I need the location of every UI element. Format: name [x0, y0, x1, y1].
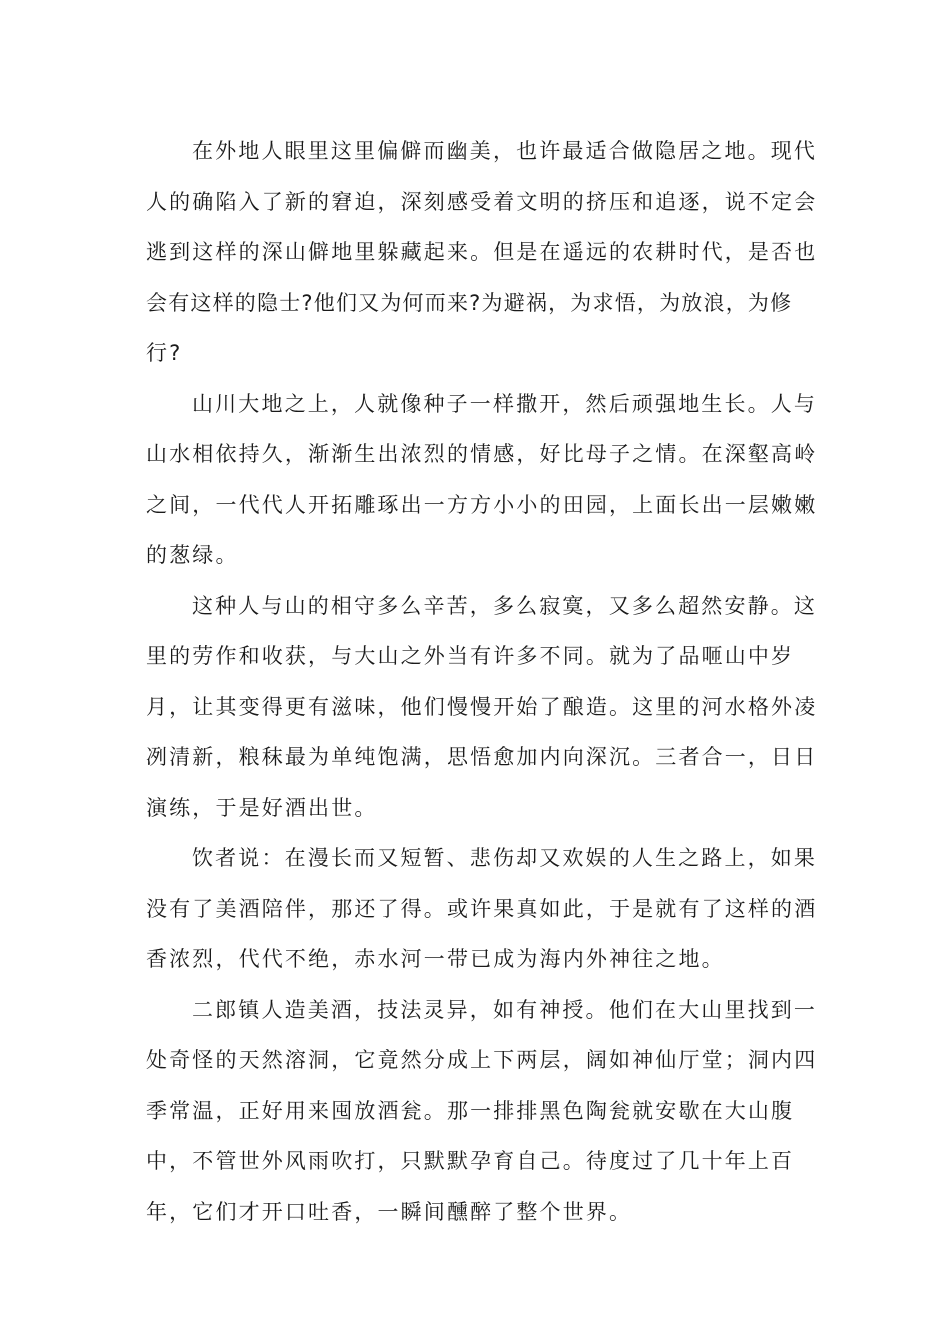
text-line: 山水相依持久，渐渐生出浓烈的情感，好比母子之情。在深壑高岭 — [146, 442, 818, 466]
text-line: 饮者说：在漫长而又短暂、悲伤却又欢娱的人生之路上，如果 — [192, 846, 818, 870]
paragraph — [146, 379, 818, 581]
text-line: 里的劳作和收获，与大山之外当有许多不同。就为了品咂山中岁 — [146, 644, 795, 668]
text-line: 年，它们才开口吐香，一瞬间醺醉了整个世界。 — [146, 1199, 633, 1224]
text-line: 没有了美酒陪伴，那还了得。或许果真如此，于是就有了这样的酒 — [146, 896, 818, 921]
text-line: 二郎镇人造美酒，技法灵异，如有神授。他们在大山里找到一 — [192, 997, 818, 1022]
text-line: 之间，一代代人开拓雕琢出一方方小小的田园，上面长出一层嫩嫩 — [146, 492, 818, 517]
paragraph — [146, 985, 818, 1238]
text-line: 月，让其变得更有滋味，他们慢慢开始了酿造。这里的河水格外凌 — [146, 694, 818, 719]
text-line: 行? — [146, 341, 183, 365]
text-line: 中，不管世外风雨吹打，只默默孕育自己。待度过了几十年上百 — [146, 1149, 795, 1173]
text-line: 在外地人眼里这里偏僻而幽美，也许最适合做隐居之地。现代 — [192, 139, 818, 163]
text-line: 人的确陷入了新的窘迫，深刻感受着文明的挤压和追逐，说不定会 — [146, 189, 818, 214]
text-line: 处奇怪的天然溶洞，它竟然分成上下两层，阔如神仙厅堂；洞内四 — [146, 1048, 818, 1072]
text-line: 香浓烈，代代不绝，赤水河一带已成为海内外神往之地。 — [146, 947, 725, 971]
text-line: 会有这样的隐士?他们又为何而来?为避祸，为求悟，为放浪，为修 — [146, 290, 793, 315]
text-line: 这种人与山的相守多么辛苦，多么寂寞，又多么超然安静。这 — [192, 593, 818, 618]
document-page — [146, 126, 818, 1237]
text-line: 冽清新，粮秣最为单纯饱满，思悟愈加内向深沉。三者合一，日日 — [146, 745, 818, 769]
text-line: 季常温，正好用来囤放酒瓮。那一排排黑色陶瓮就安歇在大山腹 — [146, 1098, 795, 1123]
paragraph — [146, 581, 818, 834]
text-line: 逃到这样的深山僻地里躲藏起来。但是在遥远的农耕时代，是否也 — [146, 240, 818, 264]
text-line: 山川大地之上，人就像种子一样撒开，然后顽强地生长。人与 — [192, 391, 818, 416]
paragraph — [146, 126, 818, 379]
paragraph — [146, 833, 818, 985]
text-line: 的葱绿。 — [146, 543, 239, 567]
text-line: 演练，于是好酒出世。 — [146, 795, 378, 820]
